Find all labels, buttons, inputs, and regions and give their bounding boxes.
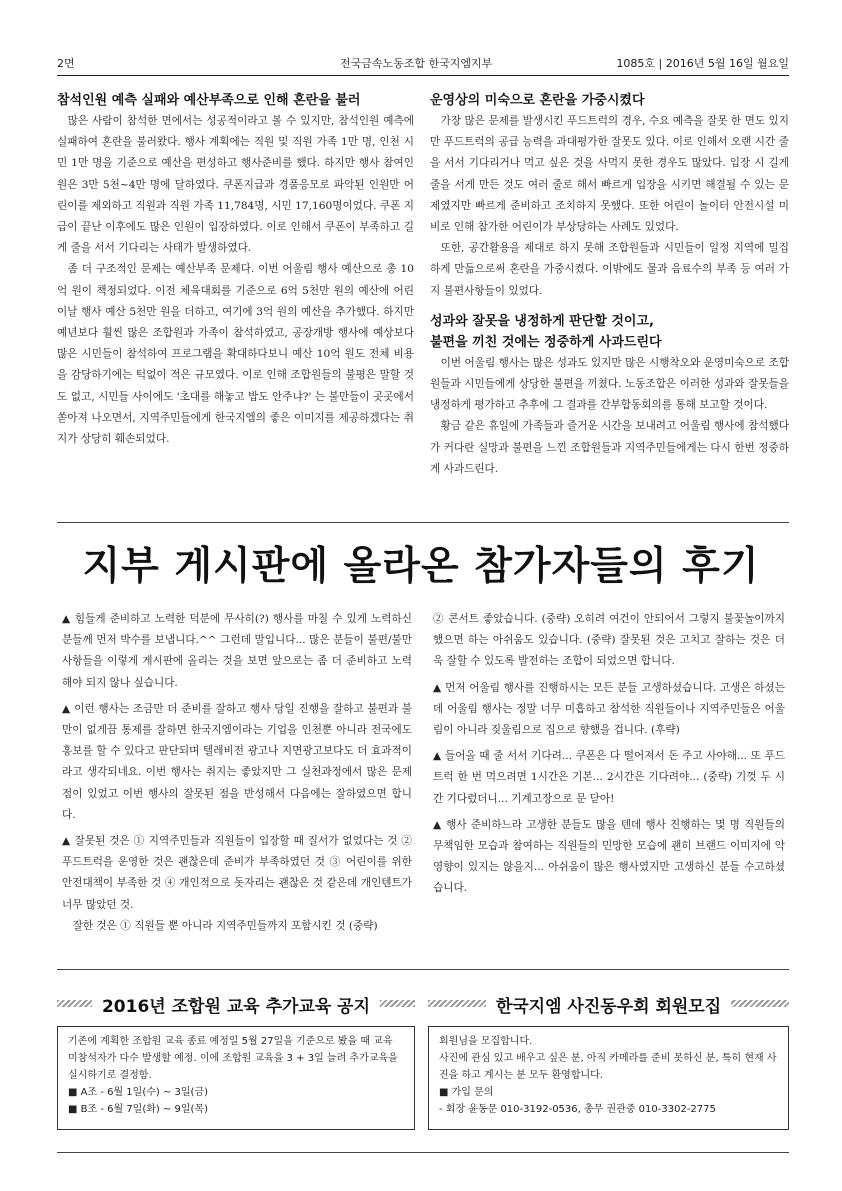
education-schedule-b: ■ B조 - 6월 7일(화) ~ 9일(목) (68, 1104, 209, 1115)
right-article-heading-1: 운영상의 미숙으로 혼란을 가중시켰다 (430, 93, 645, 108)
photo-club-line: 사진에 관심 있고 배우고 싶은 분, 아직 카메라를 준비 못하신 분, 특히 현재 사진을 하고 계시는 분 모두 환영합니다. (439, 1053, 777, 1081)
photo-club-line: 회원님을 모집합니다. (439, 1036, 533, 1047)
reviews-left-column (62, 609, 412, 942)
publisher-name: 전국금속노동조합 한국지엠지부 (340, 57, 493, 70)
photo-club-title-text: 한국지엠 사진동우회 회원모집 (486, 992, 731, 1017)
photo-club-box (428, 1026, 789, 1130)
education-notice-box (57, 1026, 415, 1130)
page-number: 2면 (57, 57, 75, 70)
review-item: ▲ 들어올 때 줄 서서 기다려... 쿠폰은 다 떨어져서 돈 주고 사야해... 또 푸드트럭 한 번 먹으려면 1시간은 기본... 2시간은 기다려야... (중략) 기껏 두 시간 기다렸더니... 기계고장으로 문 닫아! (433, 750, 785, 805)
education-schedule-a: ■ A조 - 6월 1일(수) ~ 3일(금) (68, 1087, 209, 1098)
right-article-paragraph-2: 또한, 공간활용을 제대로 하지 못해 조합원들과 시민들이 일정 지역에 밀집하게 만듦으로써 혼란을 가중시켰다. 이밖에도 물과 음료수의 부족 등 여러 가지 불편사항들이 있었다. (430, 242, 789, 297)
reviews-title: 지부 게시판에 올라온 참가자들의 후기 (82, 544, 760, 589)
page-header (57, 52, 789, 76)
notices-divider (57, 969, 789, 970)
left-article (57, 90, 414, 450)
header-rule (57, 75, 789, 76)
review-item: ▲ 먼저 어울림 행사를 진행하시는 모든 분들 고생하셨습니다. 고생은 하셨는데 어울림 행사는 정말 너무 미흡하고 참석한 직원들이나 지역주민들은 어울림이 아니라 짖울림으로 집으로 향했을 겁니다. (후략) (433, 681, 785, 737)
review-item: ▲ 잘못된 것은 ① 지역주민들과 직원들이 입장할 때 질서가 없었다는 것 ② 푸드트럭을 운영한 것은 괜찮은데 준비가 부족하였던 것 ③ 어린이를 위한 안전대책이 부족한 것 ④ 개인적으로 돗자리는 괜찮은 것 같은데 개인텐트가 너무 많았던 것. (62, 835, 412, 911)
right-article-paragraph-1: 가장 많은 문제를 발생시킨 푸드트럭의 경우, 수요 예측을 잘못 한 면도 있지만 푸드트럭의 공급 능력을 과대평가한 잘못도 있다. 이로 인해서 오랜 시간 줄을 서서 기다리거나 먹고 싶은 것을 사먹지 못한 경우도 많았다. 입장 시 길게 줄을 서게 만든 것도 여러 줄로 해서 빠르게 입장을 시키면 해결될 수 있는 문제였지만 빠르게 준비하고 조치하지 못했다. 또한 어린이 놀이터 안전시설 미비로 인해 참가한 어린이가 부상당하는 사례도 있었다. (430, 115, 789, 234)
review-item: ▲ 이런 행사는 조금만 더 준비를 잘하고 행사 당일 진행을 잘하고 불편과 불만이 없게끔 통제를 잘하면 한국지엠이라는 기업을 인천뿐 아니라 전국에도 홍보를 할 수 있다고 판단되며 텔레비전 광고나 지면광고보다도 더 효과적이라고 생각되네요. 이번 행사는 취지는 좋았지만 그 실천과정에서 많은 문제점이 있었고 이번 행사의 잘못된 점을 반성해서 다음에는 잘하였으면 합니다. (62, 702, 412, 821)
review-item: ② 콘서트 좋았습니다. (중략) 오히려 여건이 안되어서 그렇지 불꽃놀이까지 했으면 하는 아쉬움도 있습니다. (중략) 잘못된 것은 고치고 잘하는 것은 더욱 잘할 수 있도록 발전하는 조합이 되었으면 합니다. (433, 613, 785, 668)
education-notice-title (57, 990, 415, 1018)
photo-club-title (428, 990, 789, 1018)
education-notice-title-text: 2016년 조합원 교육 추가교육 공지 (92, 992, 380, 1017)
photo-club-contact: - 회장 윤동문 010-3192-0536, 총무 권관중 010-3302-2775 (439, 1104, 716, 1115)
right-article-heading-2a: 성과와 잘못을 냉정하게 판단할 것이고, (430, 313, 654, 329)
right-article-paragraph-3: 이번 어울림 행사는 많은 성과도 있지만 많은 시행착오와 운영미숙으로 조합원들과 시민들에게 상당한 불편을 끼쳤다. 노동조합은 이러한 성과와 잘못들을 냉정하게 평가하고 추후에 그 결과를 간부합동회의를 통해 보고할 것이다. (430, 356, 789, 412)
review-item: 잘한 것은 ① 직원들 뿐 아니라 지역주민들까지 포함시킨 것 (중략) (72, 919, 378, 932)
reviews-right-column (433, 609, 785, 905)
left-article-paragraph-2: 좀 더 구조적인 문제는 예산부족 문제다. 이번 어울림 행사 예산으로 총 10억 원이 책정되었다. 이전 체육대회를 기준으로 6억 5천만 원의 예산에 어린이날 행사 예산 5천만 원을 더하고, 여기에 3억 원의 예산을 추가했다. 하지만 예년보다 훨씬 많은 조합원과 가족이 참석하였고, 공장개방 행사에 예상보다 많은 시민들이 참석하여 프로그램을 확대하다보니 예산 10억 원도 전체 비용을 감당하기에는 턱없이 적은 규모였다. 이로 인해 조합원들의 불평은 말할 것도 없고, 시민들 사이에도 '초대를 해놓고 밥도 안주냐?' 는 불만들이 곳곳에서 쏟아져 나오면서, 지역주민들에게 한국지엠의 좋은 이미지를 제공하겠다는 취지가 상당히 훼손되었다. (57, 263, 414, 446)
review-item: ▲ 힘들게 준비하고 노력한 덕분에 무사히(?) 행사를 마칠 수 있게 노력하신 분들께 먼저 박수를 보냅니다.^^ 그런데 말입니다... 많은 분들이 불편/불만 사항들을 이렇게 게시판에 올리는 것을 보면 앞으로는 좀 더 준비하고 노력해야 되지 않나 싶습니다. (62, 613, 412, 689)
section-divider (57, 522, 789, 523)
footer-rule (57, 1152, 789, 1153)
left-article-heading: 참석인원 예측 실패와 예산부족으로 인해 혼란을 불러 (57, 93, 361, 108)
left-article-paragraph-1: 많은 사람이 참석한 면에서는 성공적이라고 볼 수 있지만, 참석인원 예측에 실패하여 혼란을 불러왔다. 행사 계획에는 직원 및 직원 가족 1만 명, 인천 시민 1만 명을 기준으로 예산을 편성하고 행사준비를 했다. 하지만 행사 참여인원은 3만 5천~4만 명에 달하였다. 쿠폰지급과 경품응모로 파악된 인원만 어린이를 제외하고 직원과 직원 가족 11,784명, 시민 17,160명이었다. 쿠폰 지급이 끝난 이후에도 많은 인원이 입장하였다. 이로 인해서 쿠폰이 부족하고 길게 줄을 서서 기다리는 사태가 발생하였다. (57, 115, 414, 255)
right-article-paragraph-4: 황금 같은 휴일에 가족들과 즐거운 시간을 보내려고 어울림 행사에 참석했다가 커다란 실망과 불편을 느낀 조합원들과 지역주민들에게는 다시 한번 정중하게 사과드린다. (430, 420, 789, 475)
photo-club-contact-heading: ■ 가입 문의 (439, 1087, 494, 1098)
issue-date: 1085호 | 2016년 5월 16일 월요일 (616, 57, 789, 70)
education-notice-body: 기존에 계획한 조합원 교육 종료 예정일 5월 27일을 기준으로 봤을 때 교육 미참석자가 다수 발생할 예정. 이에 조합원 교육을 3 + 3일 늘려 추가교육을 실시하기로 결정함. (68, 1036, 398, 1081)
right-article (430, 90, 789, 480)
right-article-heading-2b: 불편을 끼친 것에는 정중하게 사과드린다 (430, 334, 662, 350)
review-item: ▲ 행사 준비하느라 고생한 분들도 많을 텐데 행사 진행하는 몇 명 직원들의 무책임한 모습과 참여하는 직원들의 민망한 모습에 괜히 브랜드 이미지에 악영향이 있지는 않을지... 아쉬움이 많은 행사였지만 고생하신 분들 수고하셨습니다. (433, 818, 785, 895)
